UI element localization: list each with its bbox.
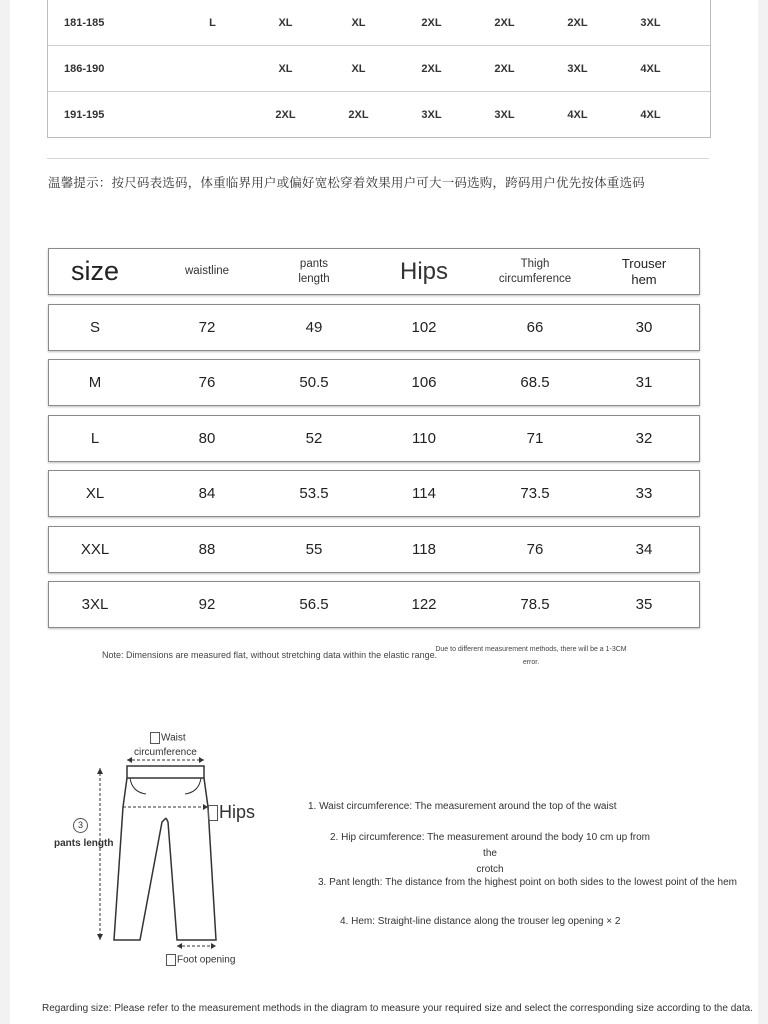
size-value: XL [85, 485, 105, 502]
table-row [48, 359, 700, 406]
size-value: L [90, 430, 100, 447]
thigh-value: 68.5 [520, 374, 550, 391]
size-cell: 2XL [421, 16, 442, 29]
size-cell: 3XL [640, 16, 661, 29]
size-value: 3XL [81, 596, 109, 613]
length-value: 52 [305, 430, 323, 447]
height-range: 191-195 [64, 108, 105, 121]
height-range: 186-190 [64, 62, 105, 75]
size-cell: 2XL [275, 108, 296, 121]
size-cell: 2XL [567, 16, 588, 29]
waist-value: 84 [198, 485, 216, 502]
number-box-icon [208, 805, 218, 821]
error-note-line2: error. [522, 659, 540, 666]
size-cell: XL [351, 62, 366, 75]
pants-length-label: pants length [54, 838, 114, 849]
explanation-waist: 1. Waist circumference: The measurement around the top of the waist [308, 801, 617, 812]
hips-value: 106 [411, 374, 437, 391]
size-cell: 2XL [494, 62, 515, 75]
size-cell: 4XL [640, 62, 661, 75]
table-row [48, 304, 700, 351]
length-value: 53.5 [299, 485, 329, 502]
number-box-icon [166, 954, 176, 966]
table-row [48, 92, 710, 137]
table-row [48, 526, 700, 573]
thigh-value: 71 [526, 430, 544, 447]
hips-label: Hips [208, 802, 255, 823]
table-row [48, 46, 710, 92]
height-size-table [47, 0, 711, 138]
sizing-tip: 温馨提示：按尺码表选码，体重临界用户或偏好宽松穿着效果用户可大一码选购，跨码用户优先按体重选码 [48, 176, 645, 190]
header-pants-length [264, 249, 364, 294]
thigh-value: 76 [526, 541, 544, 558]
waist-value: 92 [198, 596, 216, 613]
size-cell: 3XL [421, 108, 442, 121]
foot-opening-label: Foot opening [166, 954, 235, 966]
explanation-hem: 4. Hem: Straight-line distance along the trouser leg opening × 2 [340, 916, 621, 927]
header-size: size [70, 256, 119, 286]
thigh-value: 66 [526, 319, 544, 336]
measurement-note: Note: Dimensions are measured flat, without stretching data within the elastic range. [102, 650, 438, 660]
table-row [48, 0, 710, 46]
header-thigh-line1: Thigh [520, 257, 550, 270]
hem-value: 30 [635, 319, 653, 336]
header-hips: Hips [399, 257, 448, 285]
pants-diagram [50, 730, 270, 970]
length-value: 55 [305, 541, 323, 558]
length-value: 56.5 [299, 596, 329, 613]
waist-label-line2: circumference [134, 747, 197, 758]
length-value: 49 [305, 319, 323, 336]
waist-value: 76 [198, 374, 216, 391]
size-cell: XL [278, 16, 293, 29]
waist-label: Waist [150, 732, 186, 744]
table-row [48, 470, 700, 517]
header-waistline: waistline [184, 265, 230, 277]
size-cell: 3XL [567, 62, 588, 75]
hips-value: 114 [412, 485, 436, 502]
header-pants-length-line1: pants [299, 257, 329, 270]
explanation-hips [330, 830, 650, 878]
size-value: S [89, 319, 100, 336]
size-value: M [88, 374, 102, 391]
hem-value: 31 [635, 374, 653, 391]
hips-value: 110 [412, 430, 436, 447]
size-table-header [48, 248, 700, 295]
size-value: XXL [80, 541, 110, 558]
table-row [48, 415, 700, 462]
header-thigh-line2: circumference [498, 272, 572, 285]
number-box-icon [150, 732, 160, 744]
size-cell: 2XL [494, 16, 515, 29]
hips-value: 102 [411, 319, 437, 336]
waist-value: 88 [198, 541, 216, 558]
size-cell: XL [351, 16, 366, 29]
thigh-value: 73.5 [520, 485, 550, 502]
thigh-value: 78.5 [520, 596, 550, 613]
size-cell: L [209, 16, 216, 29]
explanation-hips-line2: crotch [476, 864, 504, 875]
hem-value: 32 [635, 430, 653, 447]
explanation-length: 3. Pant length: The distance from the highest point on both sides to the lowest point of the hem [318, 877, 737, 888]
section-divider [47, 158, 709, 159]
header-hem-line1: Trouser [621, 255, 667, 271]
explanation-hips-line1: 2. Hip circumference: The measurement around the body 10 cm up from the [330, 832, 650, 859]
hem-value: 34 [635, 541, 653, 558]
error-note [426, 643, 636, 669]
hips-value: 118 [412, 541, 436, 558]
header-pants-length-line2: length [298, 272, 330, 285]
header-thigh [485, 249, 585, 294]
size-cell: XL [278, 62, 293, 75]
hips-value: 122 [411, 596, 437, 613]
size-cell: 4XL [567, 108, 588, 121]
pants-length-number: 3 [73, 818, 88, 833]
height-range: 181-185 [64, 16, 105, 29]
hem-value: 35 [635, 596, 653, 613]
size-cell: 4XL [640, 108, 661, 121]
header-hem-line2: hem [631, 271, 657, 287]
size-reference-note: Regarding size: Please refer to the measurement methods in the diagram to measure your required size and select the corresponding size according to the data. [42, 1003, 753, 1014]
size-cell: 2XL [348, 108, 369, 121]
header-trouser-hem [594, 249, 694, 294]
size-cell: 2XL [421, 62, 442, 75]
length-value: 50.5 [299, 374, 329, 391]
pants-outline [50, 730, 270, 970]
table-row [48, 581, 700, 628]
waist-value: 80 [198, 430, 216, 447]
hem-value: 33 [635, 485, 653, 502]
error-note-line1: Due to different measurement methods, there will be a 1-3CM [435, 646, 627, 653]
size-cell: 3XL [494, 108, 515, 121]
waist-value: 72 [198, 319, 216, 336]
